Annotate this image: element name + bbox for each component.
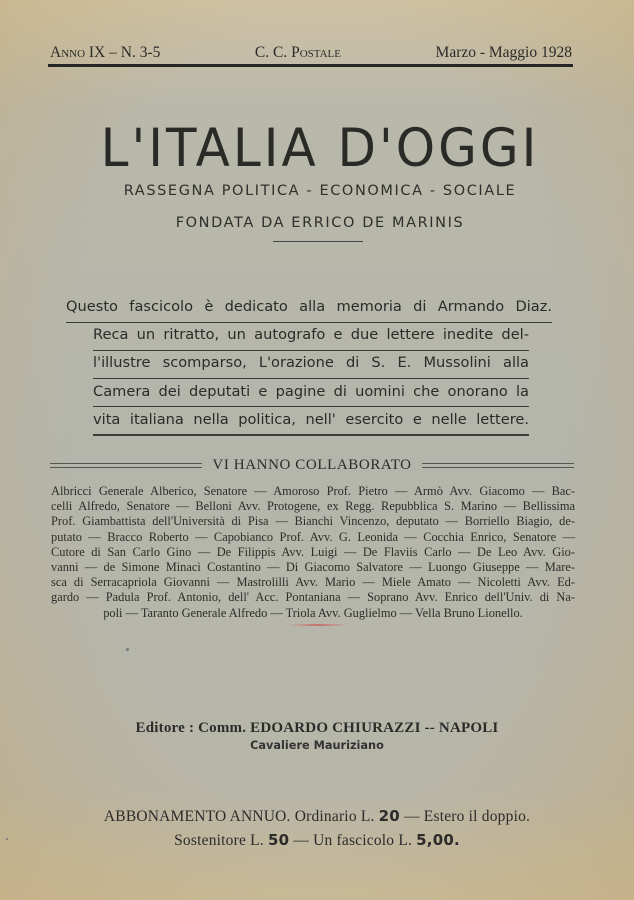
issue-header bbox=[50, 44, 572, 64]
postal-note: C. C. Postale bbox=[254, 44, 341, 61]
double-rule-right bbox=[422, 463, 574, 468]
dedication-block bbox=[66, 296, 552, 438]
issue-date: Marzo - Maggio 1928 bbox=[435, 44, 572, 61]
publisher-honorific: Cavaliere Mauriziano bbox=[250, 739, 384, 752]
dedication-line: Questo fascicolo è dedicato alla memoria di Armando Diaz. bbox=[66, 296, 552, 323]
dedication-line: Reca un ritratto, un autografo e due lettere inedite del- bbox=[93, 324, 529, 351]
ordinary-price: 20 bbox=[378, 807, 400, 825]
collaborators-line: gardo — Padula Prof. Antonio, dell' Acc. Pontaniana — Soprano Avv. Enrico dell'Univ. di Na- bbox=[51, 590, 575, 605]
collaborators-list bbox=[51, 484, 575, 621]
founder-line: FONDATA DA ERRICO DE MARINIS bbox=[175, 215, 465, 231]
single-issue-label: — Un fascicolo L. bbox=[293, 832, 413, 849]
publisher-line: Editore : Comm. EDOARDO CHIURAZZI -- NAPOLI bbox=[135, 720, 499, 736]
issue-number: Anno IX – N. 3-5 bbox=[50, 44, 161, 61]
dedication-line: l'illustre scomparso, L'orazione di S. E. Mussolini alla bbox=[93, 352, 529, 379]
ink-speck bbox=[6, 838, 8, 840]
supporter-label: Sostenitore L. bbox=[174, 832, 264, 849]
foreign-price-note: — Estero il doppio. bbox=[404, 808, 531, 825]
collaborators-line: putato — Bracco Roberto — Capobianco Prof. Avv. G. Leonida — Cocchia Enrico, Senatore — bbox=[51, 529, 575, 544]
collaborators-heading: VI HANNO COLLABORATO bbox=[212, 456, 412, 473]
subscription-line-2 bbox=[40, 831, 594, 850]
collaborators-line: Cutore di San Carlo Gino — De Filippis Avv. Luigi — De Flaviis Carlo — De Leo Avv. Gio- bbox=[51, 544, 575, 559]
subscription-line-1 bbox=[40, 807, 594, 826]
collaborators-line: poli — Taranto Generale Alfredo — Triola Avv. Guglielmo — Vella Bruno Lionello. bbox=[103, 605, 523, 620]
subscription-label: ABBONAMENTO ANNUO. Ordinario L. bbox=[103, 808, 375, 825]
collaborators-line: vanni — de Simone Minaci Costantino — Di Giacomo Salvatore — Luongo Giuseppe — Mare- bbox=[51, 559, 575, 574]
magazine-subtitle: RASSEGNA POLITICA - ECONOMICA - SOCIALE bbox=[123, 183, 517, 199]
collaborators-line: sca di Serracapriola Giovanni — Mastrolilli Avv. Mario — Miele Amato — Nicoletti Avv. Ed- bbox=[51, 575, 575, 590]
header-rule bbox=[48, 64, 573, 67]
collaborators-line: celli Alfredo, Senatore — Belloni Avv. Protogene, ex Regg. Repubblica S. Marino — Bellissima bbox=[51, 499, 575, 514]
collaborators-line: Prof. Giambattista dell'Università di Pisa — Bianchi Vincenzo, deputato — Borriello Biagio, de- bbox=[51, 514, 575, 529]
title-divider bbox=[273, 241, 363, 242]
single-issue-price: 5,00. bbox=[416, 831, 460, 849]
collaborators-heading-row bbox=[50, 455, 574, 475]
supporter-price: 50 bbox=[267, 831, 290, 849]
ink-speck bbox=[126, 648, 129, 651]
dedication-line: Camera dei deputati e pagine di uomini che onorano la bbox=[93, 381, 529, 408]
dedication-line: vita italiana nella politica, nell' esercito e nelle lettere. bbox=[93, 409, 529, 437]
double-rule-left bbox=[50, 463, 202, 468]
magazine-title: L'ITALIA D'OGGI bbox=[100, 117, 540, 179]
red-pencil-mark bbox=[288, 624, 348, 626]
collaborators-line: Albricci Generale Alberico, Senatore — Amoroso Prof. Pietro — Armò Avv. Giacomo — Bac- bbox=[51, 484, 575, 498]
